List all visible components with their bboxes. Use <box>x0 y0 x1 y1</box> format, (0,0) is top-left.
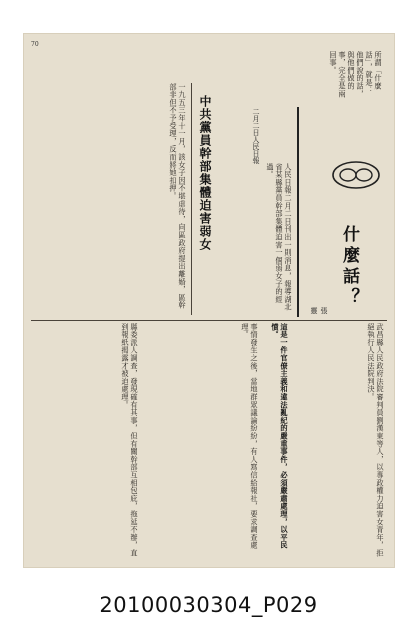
article-title-block <box>297 107 389 317</box>
article-author: 張靈 <box>310 307 328 314</box>
article-lower-left-body: 縣委派人調查，發現確有其事，但有關幹部互相包庇，拖延不辦，直到報紙揭露才被迫處理。 <box>121 323 139 557</box>
article-left-body: 一九五三年十一月，該女子因不堪虐待，向區政府提出離婚，區幹部非但不予受理，反而將她扣押。 <box>169 83 187 310</box>
article-headline: 中共黨員幹部集體迫害弱女 <box>198 95 212 251</box>
top-right-note: 所謂「什麼話」，就是：他們說的話，與他們做的事，完全是兩回事。 <box>329 51 383 98</box>
article-dateline: 二月二日人民日報 <box>252 108 260 164</box>
emblem-icon <box>331 159 381 191</box>
article-lower-body: 事情發生之後，當地群眾議論紛紛，有人寫信給報社，要求調查處理。 <box>241 323 259 550</box>
article-title: 什麼話？ <box>339 225 359 309</box>
section-divider <box>31 320 387 321</box>
article-right-body: 武昌縣人民政府法院審判員劉漢東等人，以專政權力迫害女青年，拒絕執行人民法院判決。 <box>367 323 385 557</box>
image-caption: 20100030304_P029 <box>99 593 318 617</box>
article-right-emphasis: 這是一件官僚主義和違法亂紀的嚴重事件，必須嚴肅處理，以平民憤。 <box>271 323 289 550</box>
column-divider <box>191 83 192 315</box>
article-mid-body: 人民日報二月二日刊出一則消息，報導湖北省某縣黨員幹部集體迫害一個弱女子的經過。 <box>266 163 293 312</box>
document-scan <box>23 33 395 568</box>
page-number: 70 <box>31 41 39 48</box>
